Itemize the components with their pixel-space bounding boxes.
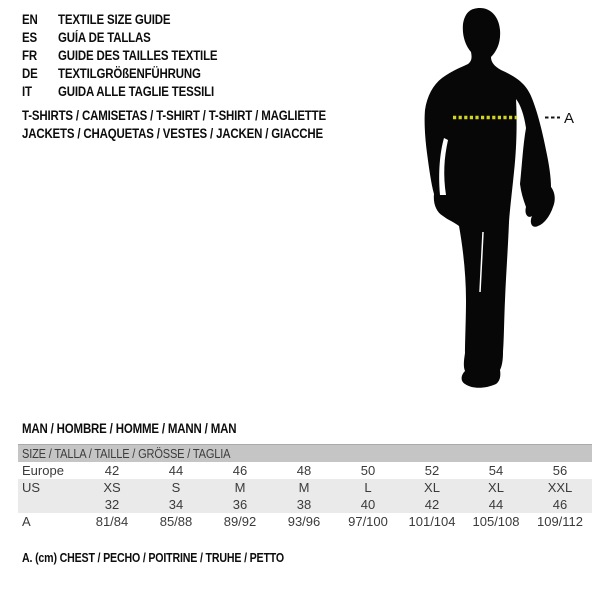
size-cell: XXL — [528, 479, 592, 496]
size-cell: 48 — [296, 463, 312, 478]
language-label: GUÍA DE TALLAS — [58, 30, 151, 45]
size-cell: 42 — [400, 496, 464, 513]
language-row — [22, 83, 246, 101]
man-silhouette — [425, 8, 555, 388]
language-code: DE — [22, 66, 38, 81]
size-cell: 32 — [80, 496, 144, 513]
size-cell: 42 — [104, 463, 120, 478]
size-cell: 89/92 — [223, 514, 257, 529]
language-row — [22, 11, 246, 29]
row-label: Europe — [22, 463, 64, 478]
man-figure-svg — [380, 0, 600, 420]
size-cell: 38 — [272, 496, 336, 513]
size-cell: 101/104 — [408, 514, 456, 529]
language-legend — [22, 11, 246, 101]
language-code: ES — [22, 30, 37, 45]
table-row-chest — [18, 513, 592, 531]
category-line-jackets: JACKETS / CHAQUETAS / VESTES / JACKEN / GIACCHE — [22, 126, 324, 141]
size-cell: 34 — [144, 496, 208, 513]
size-cell: M — [272, 479, 336, 496]
language-label: GUIDE DES TAILLES TEXTILE — [58, 48, 218, 63]
table-header-cell: SIZE / TALLA / TAILLE / GRÖSSE / TAGLIA — [18, 445, 592, 463]
category-line-tshirts: T-SHIRTS / CAMISETAS / T-SHIRT / T-SHIRT / MAGLIETTE — [22, 108, 326, 123]
section-title-man: MAN / HOMBRE / HOMME / MANN / MAN — [22, 421, 237, 436]
size-cell: 44 — [464, 496, 528, 513]
size-cell: L — [336, 479, 400, 496]
size-cell: XL — [464, 479, 528, 496]
size-figure — [380, 0, 600, 420]
size-cell: 54 — [488, 463, 504, 478]
size-cell: 81/84 — [95, 514, 129, 529]
row-label — [18, 496, 80, 513]
size-cell: XL — [400, 479, 464, 496]
row-label: A — [22, 514, 31, 529]
size-cell: 97/100 — [348, 514, 388, 529]
language-label: TEXTILE SIZE GUIDE — [58, 12, 171, 27]
size-cell: XS — [80, 479, 144, 496]
size-cell: 56 — [552, 463, 568, 478]
size-cell: 46 — [232, 463, 248, 478]
language-row — [22, 65, 246, 83]
measure-label-a: A — [564, 110, 575, 127]
size-cell: 40 — [336, 496, 400, 513]
language-row — [22, 29, 246, 47]
size-cell: 50 — [360, 463, 376, 478]
size-cell: 85/88 — [159, 514, 193, 529]
size-cell: 46 — [528, 496, 592, 513]
table-header-row — [18, 445, 592, 463]
language-code: EN — [22, 12, 38, 27]
size-cell: 44 — [168, 463, 184, 478]
language-label: TEXTILGRÖßENFÜHRUNG — [58, 66, 201, 81]
row-label: US — [18, 479, 80, 496]
size-cell: 105/108 — [472, 514, 520, 529]
category-lines — [22, 107, 380, 143]
size-cell: M — [208, 479, 272, 496]
table-row-europe — [18, 462, 592, 479]
size-table-wrap — [18, 444, 592, 531]
language-row — [22, 47, 246, 65]
language-label: GUIDA ALLE TAGLIE TESSILI — [58, 84, 214, 99]
size-cell: 93/96 — [287, 514, 321, 529]
measurement-footnote: A. (cm) CHEST / PECHO / POITRINE / TRUHE / PETTO — [22, 551, 285, 565]
table-row-us-numeric — [18, 496, 592, 513]
size-cell: 36 — [208, 496, 272, 513]
size-table — [18, 444, 592, 531]
size-cell: S — [144, 479, 208, 496]
table-row-us — [18, 479, 592, 496]
language-code: IT — [22, 84, 32, 99]
size-cell: 109/112 — [536, 514, 584, 529]
language-code: FR — [22, 48, 37, 63]
size-cell: 52 — [424, 463, 440, 478]
